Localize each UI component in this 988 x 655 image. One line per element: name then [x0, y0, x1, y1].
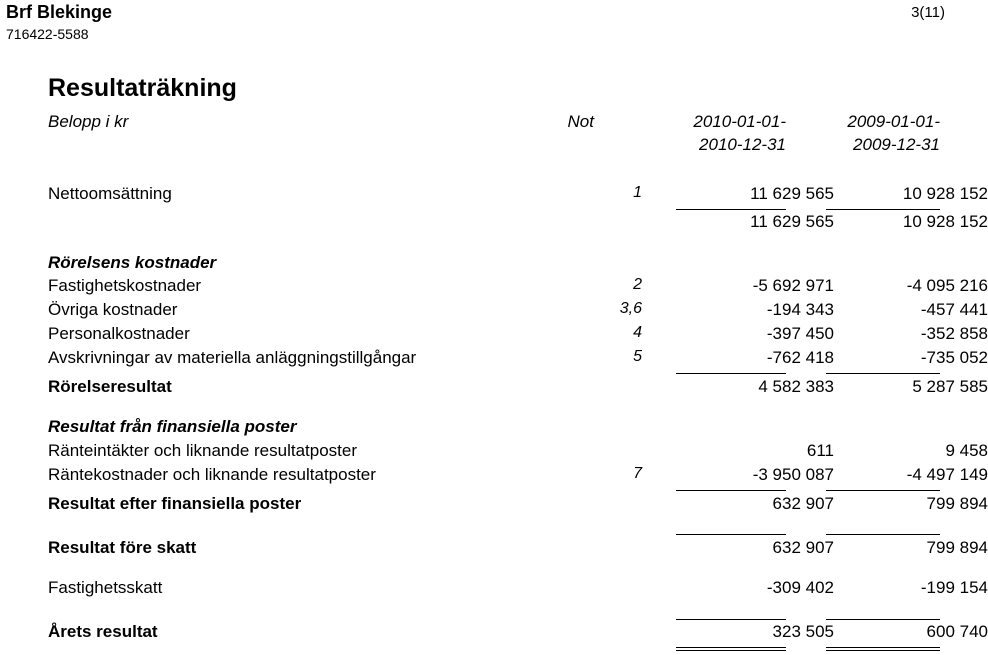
sum-line [676, 373, 786, 374]
table-row [48, 276, 988, 298]
row-note: 4 [633, 324, 642, 341]
row-note: 7 [633, 465, 642, 482]
row-value-2010: -3 950 087 [752, 465, 834, 484]
double-underline [676, 647, 786, 648]
page-number: 3(11) [911, 4, 945, 21]
double-underline [676, 650, 786, 651]
row-label: Personalkostnader [48, 324, 190, 343]
table-row [48, 465, 988, 487]
column-header-period1-end: 2010-12-31 [699, 135, 786, 154]
row-label: Fastighetskostnader [48, 276, 202, 295]
row-label: Räntekostnader och liknande resultatposter [48, 465, 376, 484]
table-row [48, 578, 988, 600]
section-heading [48, 253, 940, 275]
sum-line [826, 534, 940, 535]
row-value-2009: 10 928 152 [902, 212, 988, 231]
sum-line [676, 534, 786, 535]
row-label: Rörelseresultat [48, 377, 172, 396]
row-label: Resultat från finansiella poster [48, 417, 297, 436]
row-value-2009: 799 894 [926, 538, 988, 557]
total-row [48, 622, 988, 644]
row-value-2010: -309 402 [766, 578, 834, 597]
column-header-period1-start: 2010-01-01- [693, 112, 786, 131]
sum-line [826, 490, 940, 491]
row-value-2009: -352 858 [920, 324, 988, 343]
double-underline [826, 650, 940, 651]
row-value-2009: 10 928 152 [902, 184, 988, 203]
sum-line [676, 619, 786, 620]
row-value-2010: -762 418 [766, 348, 834, 367]
row-value-2010: 11 629 565 [750, 184, 834, 203]
table-row [48, 212, 988, 234]
row-label: Fastighetsskatt [48, 578, 163, 597]
table-row [48, 441, 988, 463]
sum-line [826, 619, 940, 620]
page-title: Resultaträkning [48, 74, 237, 102]
row-label: Övriga kostnader [48, 300, 178, 319]
row-value-2009: 600 740 [926, 622, 988, 641]
table-row [48, 300, 988, 322]
row-label: Årets resultat [48, 622, 158, 641]
row-value-2009: -199 154 [920, 578, 988, 597]
row-value-2010: 323 505 [772, 622, 834, 641]
column-header-note: Not [567, 112, 594, 131]
row-value-2010: -5 692 971 [752, 276, 834, 295]
column-header-label: Belopp i kr [48, 112, 129, 131]
sum-line [826, 373, 940, 374]
row-value-2010: 4 582 383 [758, 377, 834, 396]
row-value-2010: 11 629 565 [750, 212, 834, 231]
double-underline [826, 647, 940, 648]
row-note: 2 [633, 276, 642, 293]
section-heading [48, 417, 940, 439]
sum-line [676, 490, 786, 491]
row-value-2010: -194 343 [766, 300, 834, 319]
row-label: Resultat efter finansiella poster [48, 494, 302, 513]
column-header-period2-end: 2009-12-31 [853, 135, 940, 154]
row-value-2009: -4 095 216 [906, 276, 988, 295]
row-note: 3,6 [619, 300, 642, 317]
row-label: Rörelsens kostnader [48, 253, 217, 272]
row-value-2010: 632 907 [772, 494, 834, 513]
organization-name: Brf Blekinge [6, 2, 113, 22]
organization-number: 716422-5588 [6, 26, 89, 42]
table-row [48, 184, 988, 206]
row-label: Avskrivningar av materiella anläggningstillgångar [48, 348, 417, 367]
sum-line [826, 209, 940, 210]
row-note: 1 [633, 184, 642, 201]
row-value-2009: -457 441 [920, 300, 988, 319]
column-header-period2-start: 2009-01-01- [847, 112, 940, 131]
row-value-2010: 611 [806, 441, 834, 460]
row-value-2010: 632 907 [772, 538, 834, 557]
row-value-2010: -397 450 [766, 324, 834, 343]
table-row [48, 324, 988, 346]
row-label: Ränteintäkter och liknande resultatposter [48, 441, 358, 460]
sum-line [676, 209, 786, 210]
row-value-2009: -4 497 149 [906, 465, 988, 484]
row-label: Nettoomsättning [48, 184, 172, 203]
row-value-2009: -735 052 [920, 348, 988, 367]
subtotal-row [48, 494, 988, 516]
row-value-2009: 799 894 [926, 494, 988, 513]
table-row [48, 348, 988, 370]
row-note: 5 [633, 348, 642, 365]
row-value-2009: 9 458 [945, 441, 988, 460]
subtotal-row [48, 377, 988, 399]
row-value-2009: 5 287 585 [912, 377, 988, 396]
row-label: Resultat före skatt [48, 538, 197, 557]
subtotal-row [48, 538, 988, 560]
